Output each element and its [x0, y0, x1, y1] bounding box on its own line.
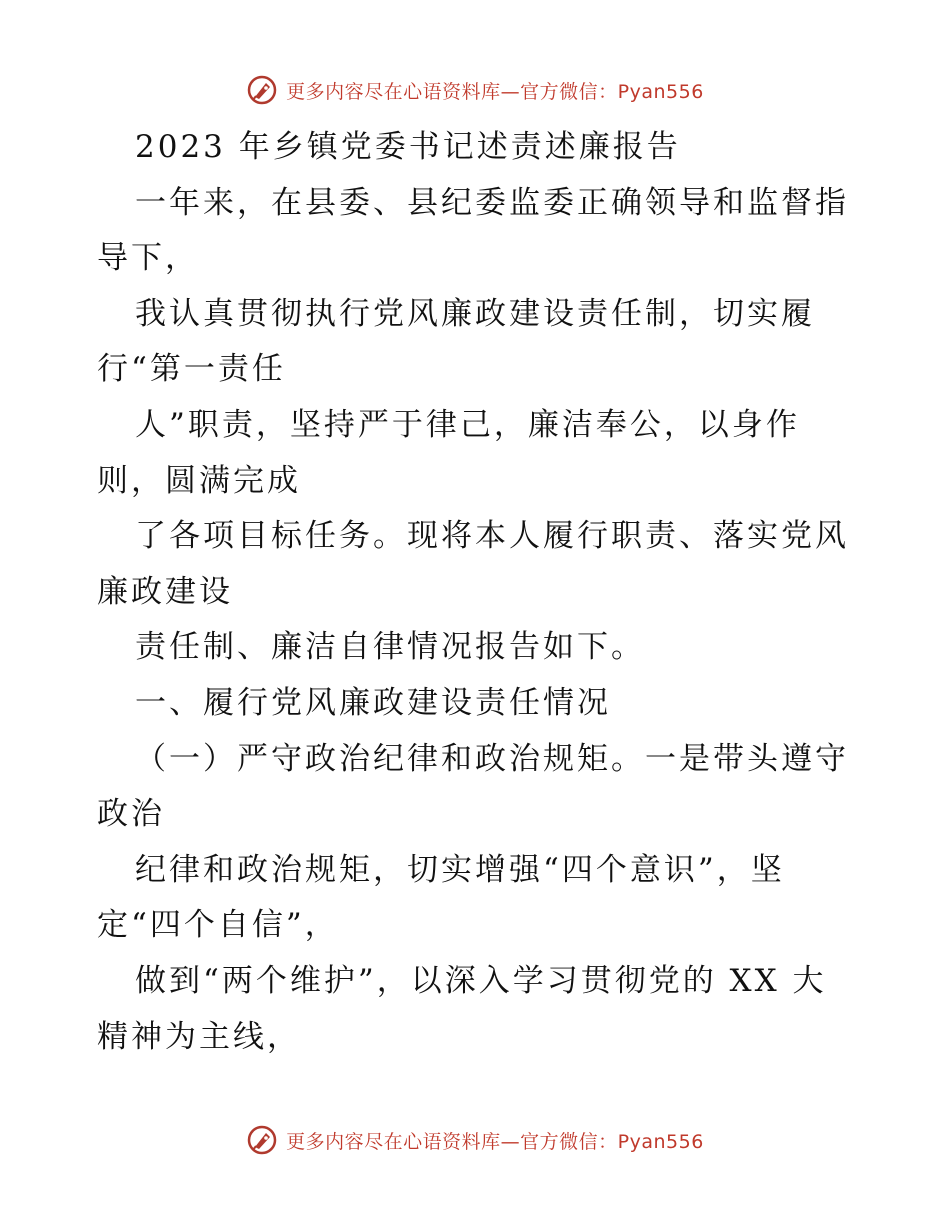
pen-nib-logo-icon — [246, 1124, 278, 1156]
text-line: 我认真贯彻执行党风廉政建设责任制，切实履 — [135, 295, 815, 332]
footer-banner-text: 更多内容尽在心语资料库—官方微信：Pyan556 — [286, 1130, 704, 1153]
text-line: 政治 — [97, 796, 165, 833]
header-banner-text: 更多内容尽在心语资料库—官方微信：Pyan556 — [286, 80, 704, 103]
text-line: 做到“两个维护”，以深入学习贯彻党的 XX 大 — [135, 962, 827, 999]
text-line: 定“四个自信”， — [97, 907, 339, 944]
document-body — [97, 120, 857, 1065]
text-line: 2023 年乡镇党委书记述责述廉报告 — [135, 129, 681, 165]
text-line: 廉政建设 — [97, 573, 233, 610]
text-line: 导下， — [97, 240, 199, 277]
text-line: 一、履行党风廉政建设责任情况 — [135, 684, 611, 721]
text-line: 纪律和政治规矩，切实增强“四个意识”，坚 — [135, 851, 785, 888]
footer-banner — [0, 1120, 950, 1160]
text-line: 责任制、廉洁自律情况报告如下。 — [135, 629, 645, 666]
text-line: 一年来，在县委、县纪委监委正确领导和监督指 — [135, 184, 849, 221]
text-line: 了各项目标任务。现将本人履行职责、落实党风 — [135, 518, 849, 555]
text-line: （一）严守政治纪律和政治规矩。一是带头遵守 — [135, 740, 849, 777]
pen-nib-logo-icon — [246, 74, 278, 106]
header-banner — [0, 70, 950, 110]
text-line: 精神为主线， — [97, 1018, 301, 1055]
text-line: 人”职责，坚持严于律己，廉洁奉公，以身作 — [135, 406, 800, 443]
text-line: 则，圆满完成 — [97, 462, 301, 499]
text-line: 行“第一责任 — [97, 351, 286, 388]
